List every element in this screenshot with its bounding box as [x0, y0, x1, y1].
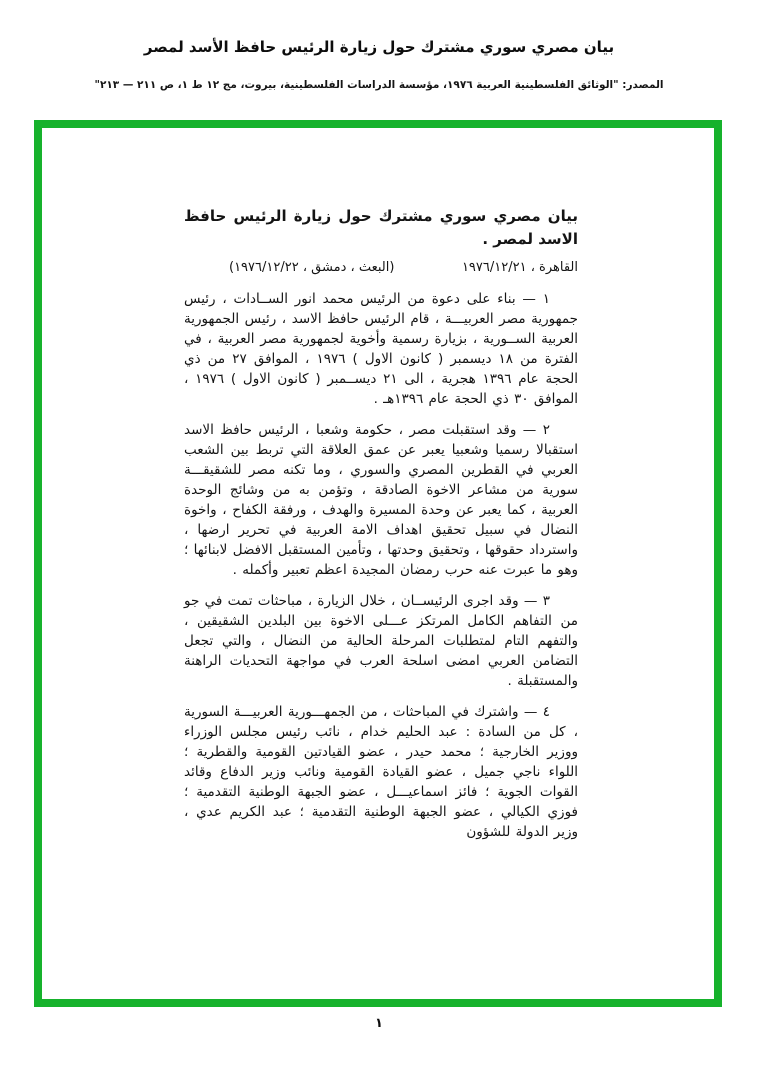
dateline-place: القاهرة ، ١٩٧٦/١٢/٢١ [461, 260, 578, 275]
dateline [184, 260, 578, 275]
document-title: بيان مصري سوري مشترك حول زيارة الرئيس حافظ الاسد لمصر . [184, 207, 578, 248]
document-body [184, 205, 578, 853]
body-paragraph-3: ٣ — وقد اجرى الرئيســان ، خلال الزيارة ، مباحثات تمت في جو من التفاهم الكامل المرتكز عـــلى الاخوة بين البلدين الشقيقين ، والتفهم التام لمتطلبات المرحلة الحالية من النضال ، والتي تجعل التضامن العربي امضى اسلحة العرب في مواجهة التحديات الراهنة والمستقبلة . [184, 593, 578, 689]
body-paragraph-2: ٢ — وقد استقبلت مصر ، حكومة وشعبا ، الرئيس حافظ الاسد استقبالا رسميا وشعبيا يعبر عن عمق العلاقة التي تربط بين الشعب العربي في القطرين المصري والسوري ، وما تكنه مصر للشقيقـــة سورية من مشاعر الاخوة الصادقة ، وتؤمن به من وشائج الوحدة العربية ، كما يعبر عن وحدة المسيرة والهدف ، ورفقة الكفاح ، واخوة النضال في سبيل تحقيق اهداف الامة العربية في تحرير ارضها ، واسترداد حقوقها ، وتحقيق وحدتها ، وتأمين المستقبل الافضل لابنائها ؛ وهو ما عبرت عنه حرب رمضان المجيدة اعظم تعبير وأكمله . [184, 422, 578, 578]
body-paragraph-1: ١ — بناء على دعوة من الرئيس محمد انور الســادات ، رئيس جمهورية مصر العربيـــة ، قام الرئيس حافظ الاسد ، رئيس الجمهورية العربية الســورية ، بزيارة رسمية وأخوية لجمهورية مصر العربية ، في الفترة من ١٨ ديسمبر ( كانون الاول ) ١٩٧٦ ، الموافق ٢٧ من ذي الحجة عام ١٣٩٦ هجرية ، الى ٢١ ديســمبر ( كانون الاول ) ١٩٧٦ ، الموافق ٣٠ ذي الحجة عام ١٣٩٦هـ . [184, 291, 579, 407]
source-line: المصدر: "الوثائق الفلسطينية العربية ١٩٧٦، مؤسسة الدراسات الفلسطينية، بيروت، مج ١٢ ط ١، ص ٢١١ — ٢١٣" [94, 79, 664, 91]
page-number: ١ [375, 1016, 383, 1031]
document-frame [34, 120, 722, 1007]
dateline-source: (البعث ، دمشق ، ١٩٧٦/١٢/٢٢) [229, 260, 395, 275]
body-paragraph-4: ٤ — واشترك في المباحثات ، من الجمهـــورية العربيـــة السورية ، كل من السادة : عبد الحليم خدام ، نائب رئيس مجلس الوزراء ووزير الخارجية ؛ محمد حيدر ، عضو القيادتين القومية والقطرية ؛ اللواء ناجي جميل ، عضو القيادة القومية ونائب وزير الدفاع وقائد القوات الجوية ؛ فائز اسماعيـــل ، عضو الجبهة الوطنية التقدمية ؛ فوزي الكيالي ، عضو الجبهة الوطنية التقدمية ؛ عبد الكريم عدي ، وزير الدولة للشؤون [184, 704, 578, 840]
page-title: بيان مصري سوري مشترك حول زيارة الرئيس حافظ الأسد لمصر [143, 38, 615, 56]
